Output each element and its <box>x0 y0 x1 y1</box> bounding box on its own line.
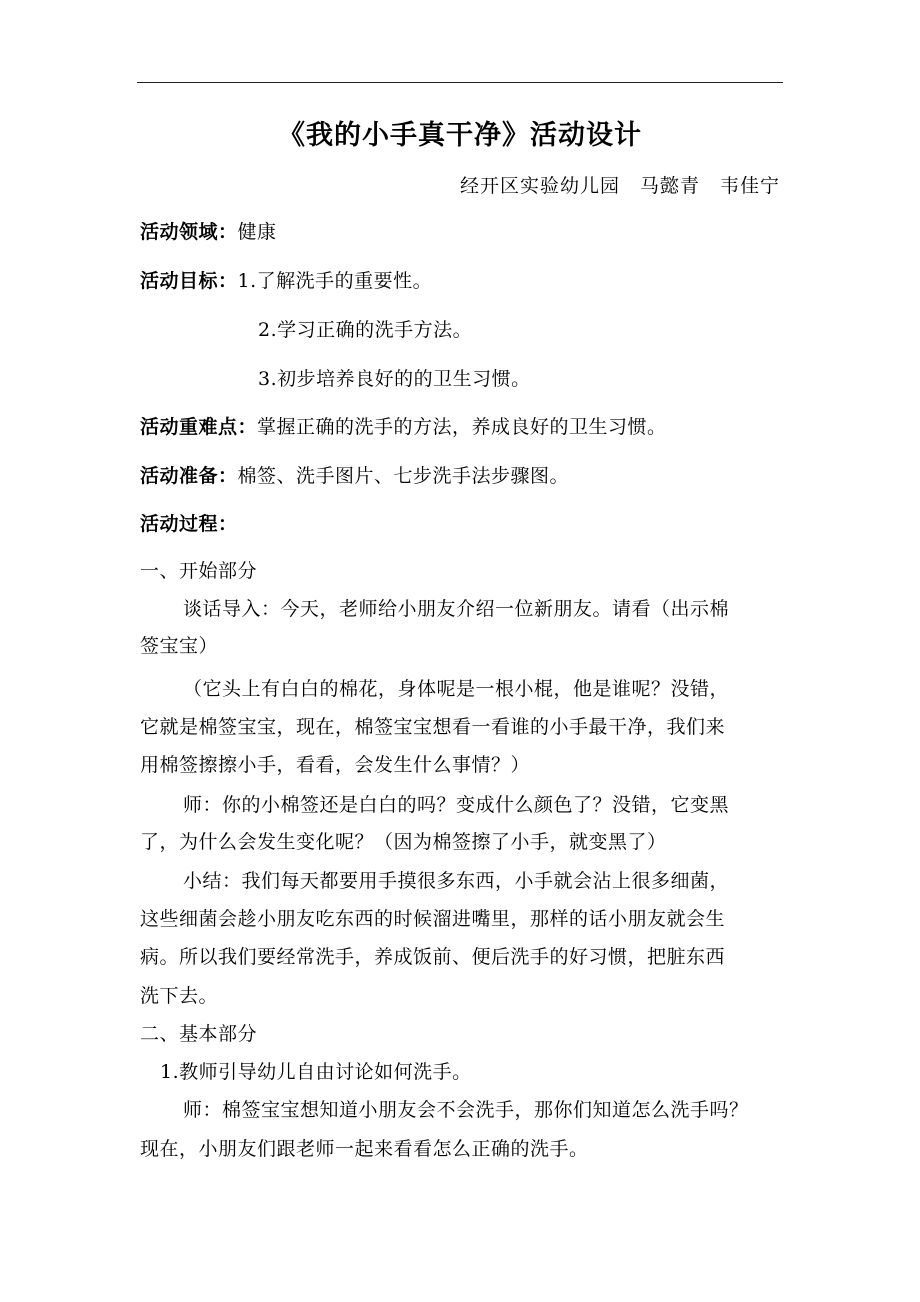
preparation <box>140 464 569 488</box>
activity-domain-label: 活动领域： <box>140 221 238 243</box>
paragraph-line: 师：你的小棉签还是白白的吗？变成什么颜色了？没错，它变黑 <box>183 794 730 816</box>
document-title: 《我的小手真干净》活动设计 <box>278 120 642 151</box>
header-rule <box>137 82 783 83</box>
goal-item: 2.学习正确的洗手方法。 <box>258 319 473 341</box>
activity-domain-value: 健康 <box>237 221 277 243</box>
process-label: 活动过程： <box>140 513 238 535</box>
activity-goals-label: 活动目标： <box>140 270 238 292</box>
paragraph-line: 签宝宝） <box>140 635 219 657</box>
paragraph-line: 病。所以我们要经常洗手，养成饭前、便后洗手的好习惯，把脏东西 <box>140 946 726 968</box>
paragraph-line: 小结：我们每天都要用手摸很多东西，小手就会沾上很多细菌， <box>183 870 730 892</box>
key-points-label: 活动重难点： <box>140 416 258 438</box>
goal-item: 1.了解洗手的重要性。 <box>237 270 433 292</box>
paragraph-line: 了，为什么会发生变化呢？（因为棉签擦了小手，就变黑了） <box>140 831 667 853</box>
paragraph-line: 洗下去。 <box>140 985 219 1007</box>
preparation-label: 活动准备： <box>140 465 238 487</box>
paragraph-line: 这些细菌会趁小朋友吃东西的时候溜进嘴里，那样的话小朋友就会生 <box>140 908 726 930</box>
key-points-value: 掌握正确的洗手的方法，养成良好的卫生习惯。 <box>257 416 667 438</box>
paragraph-line: 用棉签擦擦小手，看看，会发生什么事情？） <box>140 754 531 776</box>
paragraph-line: 谈话导入：今天，老师给小朋友介绍一位新朋友。请看（出示棉 <box>183 598 730 620</box>
goal-item: 3.初步培养良好的的卫生习惯。 <box>258 368 531 390</box>
key-points <box>140 415 667 439</box>
paragraph-line: 师：棉签宝宝想知道小朋友会不会洗手，那你们知道怎么洗手吗？ <box>183 1099 749 1121</box>
preparation-value: 棉签、洗手图片、七步洗手法步骤图。 <box>237 465 570 487</box>
activity-domain <box>140 220 277 244</box>
activity-goals <box>140 269 432 293</box>
author-line: 经开区实验幼儿园 马懿青 韦佳宁 <box>459 175 780 197</box>
paragraph-line: 它就是棉签宝宝，现在，棉签宝宝想看一看谁的小手最干净，我们来 <box>140 716 726 738</box>
paragraph-line: 现在，小朋友们跟老师一起来看看怎么正确的洗手。 <box>140 1138 589 1160</box>
paragraph-line: （它头上有白白的棉花，身体呢是一根小棍，他是谁呢？没错， <box>183 678 730 700</box>
paragraph-line: 1.教师引导幼儿自由讨论如何洗手。 <box>160 1061 472 1083</box>
section-heading: 二、基本部分 <box>140 1023 258 1045</box>
section-heading: 一、开始部分 <box>140 560 258 582</box>
